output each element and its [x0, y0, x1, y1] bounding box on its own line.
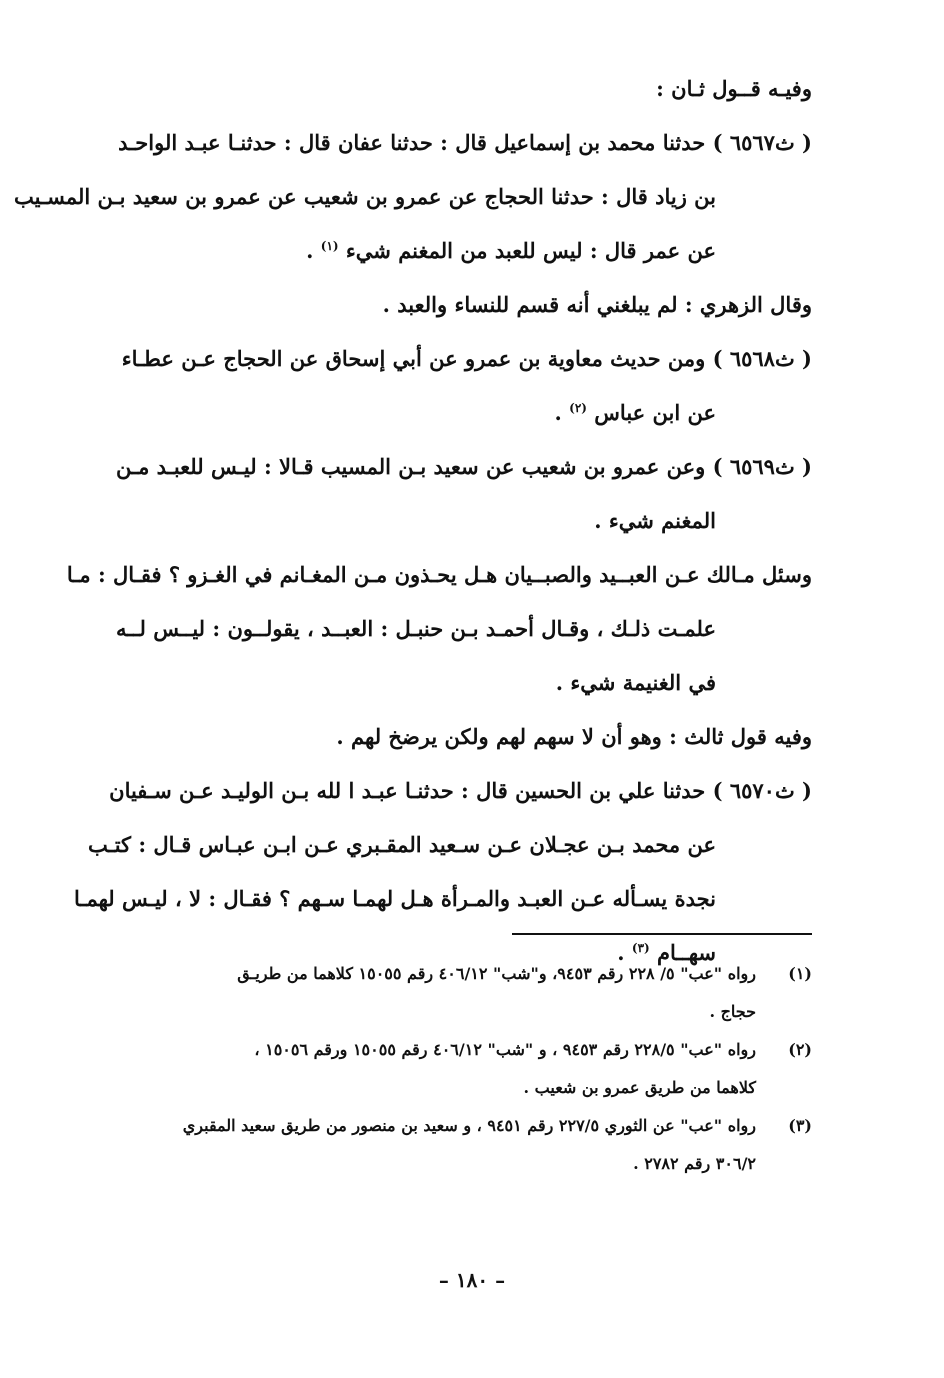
footnote-line: حجاج . — [709, 1002, 756, 1021]
text-line — [112, 290, 812, 320]
footnote-line: رواه "عب" عن الثوري ٢٢٧/٥ رقم ٩٤٥١ ، و سعيد بن منصور من طريق سعيد المقبري — [182, 1116, 756, 1135]
footnote-line: رواه "عب" ٢٢٨/٥ رقم ٩٤٥٣ ، و "شب" ٤٠٦/١٢ رقم ١٥٠٥٥ ورقم ١٥٠٥٦ ، — [254, 1040, 756, 1059]
footnote-separator — [512, 933, 812, 935]
footnote-reference[interactable]: (١) — [320, 239, 339, 253]
footnote-text — [112, 1038, 756, 1114]
text-line-content: عن عمر قال : ليس للعبد من المغنم شيء — [338, 238, 716, 263]
text-line — [73, 884, 716, 914]
text-line-content: في الغنيمة شيء . — [555, 670, 716, 695]
text-line — [112, 236, 716, 266]
text-line-content: وسئل مـالك عـن العبــيد والصبــيان هـل يحـذون مـن المغـانم في الغـزو ؟ فقـال : مـا — [66, 562, 812, 587]
text-line-tail: . — [554, 400, 570, 425]
footnote-reference[interactable]: (٢) — [569, 401, 587, 415]
text-line-content: ( ث٦٥٦٨ ) ومن حديث معاوية بن عمرو عن أبي إسحاق عن الحجاج عـن عطـاء — [121, 346, 812, 371]
text-line — [13, 182, 716, 212]
footnote-item — [112, 1114, 812, 1190]
text-line-content: سهــام — [649, 940, 716, 965]
text-line-tail: . — [617, 940, 632, 965]
text-line-content: بن زياد قال : حدثنا الحجاج عن عمرو بن شعيب عن عمرو بن سعيد بـن المسـيب — [13, 184, 716, 209]
text-line-content: ( ث٦٥٧٠ ) حدثنا علي بن الحسين قال : حدثنـا عبـد ا لله بـن الوليـد عـن سـفيان — [109, 778, 812, 803]
text-line-content: نجدة يسـأله عـن العبـد والمـرأة هـل لهمـا سـهم ؟ فقـال : لا ، ليـس لهمـا — [73, 886, 716, 911]
footnote-text — [112, 962, 756, 1038]
main-text — [13, 74, 812, 992]
text-line-content: وفيـه قــول ثـان : — [656, 76, 812, 101]
text-line-content: وفيه قول ثالث : وهو أن لا سهم لهم ولكن يرضخ لهم . — [336, 724, 812, 749]
page-number: – ١٨٠ – — [438, 1268, 506, 1292]
text-line — [112, 74, 812, 104]
text-line — [112, 452, 812, 482]
text-line — [109, 776, 812, 806]
footnote-line: كلاهما من طريق عمرو بن شعيب . — [523, 1078, 756, 1097]
footnote-number: (٢) — [788, 1040, 812, 1059]
text-line-content: المغنم شيء . — [594, 508, 716, 533]
text-line — [112, 722, 812, 752]
text-line — [66, 560, 812, 590]
footnotes — [112, 962, 812, 1190]
footnote-number: (٣) — [788, 1116, 812, 1135]
footnote-line: ٣٠٦/٢ رقم ٢٧٨٢ . — [633, 1154, 756, 1173]
text-line-content: ( ث٦٥٦٩ ) وعن عمرو بن شعيب عن سعيد بـن المسيب قـالا : ليـس للعبـد مـن — [115, 454, 812, 479]
footnote-text — [112, 1114, 756, 1190]
text-line — [112, 668, 716, 698]
text-line — [112, 344, 812, 374]
text-line — [112, 614, 716, 644]
text-line — [112, 506, 716, 536]
text-line — [112, 398, 716, 428]
text-line-content: عن محمد بـن عجـلان عـن سـعيد المقـبري عـن ابـن عبـاس قـال : كتـب — [87, 832, 716, 857]
text-line-content: وقال الزهري : لم يبلغني أنه قسم للنساء والعبد . — [382, 292, 812, 317]
text-line-content: ( ث٦٥٦٧ ) حدثنا محمد بن إسماعيل قال : حدثنا عفان قال : حدثنـا عبـد الواحـد — [118, 130, 812, 155]
footnote-item — [112, 962, 812, 1038]
text-line-content: علمـت ذلـك ، وقـال أحمـد بـن حنبـل : العبــد ، يقولــون : ليــس لــه — [115, 616, 716, 641]
text-line — [112, 128, 812, 158]
text-line — [87, 830, 716, 860]
footnote-number: (١) — [788, 964, 812, 983]
text-line-content: عن ابن عباس — [586, 400, 716, 425]
footnote-item — [112, 1038, 812, 1114]
footnote-reference[interactable]: (٣) — [631, 941, 650, 955]
footnote-line: رواه "عب" ٥/ ٢٢٨ رقم ٩٤٥٣، و"شب" ٤٠٦/١٢ رقم ١٥٠٥٥ كلاهما من طريـق — [237, 964, 756, 983]
text-line-tail: . — [306, 238, 321, 263]
